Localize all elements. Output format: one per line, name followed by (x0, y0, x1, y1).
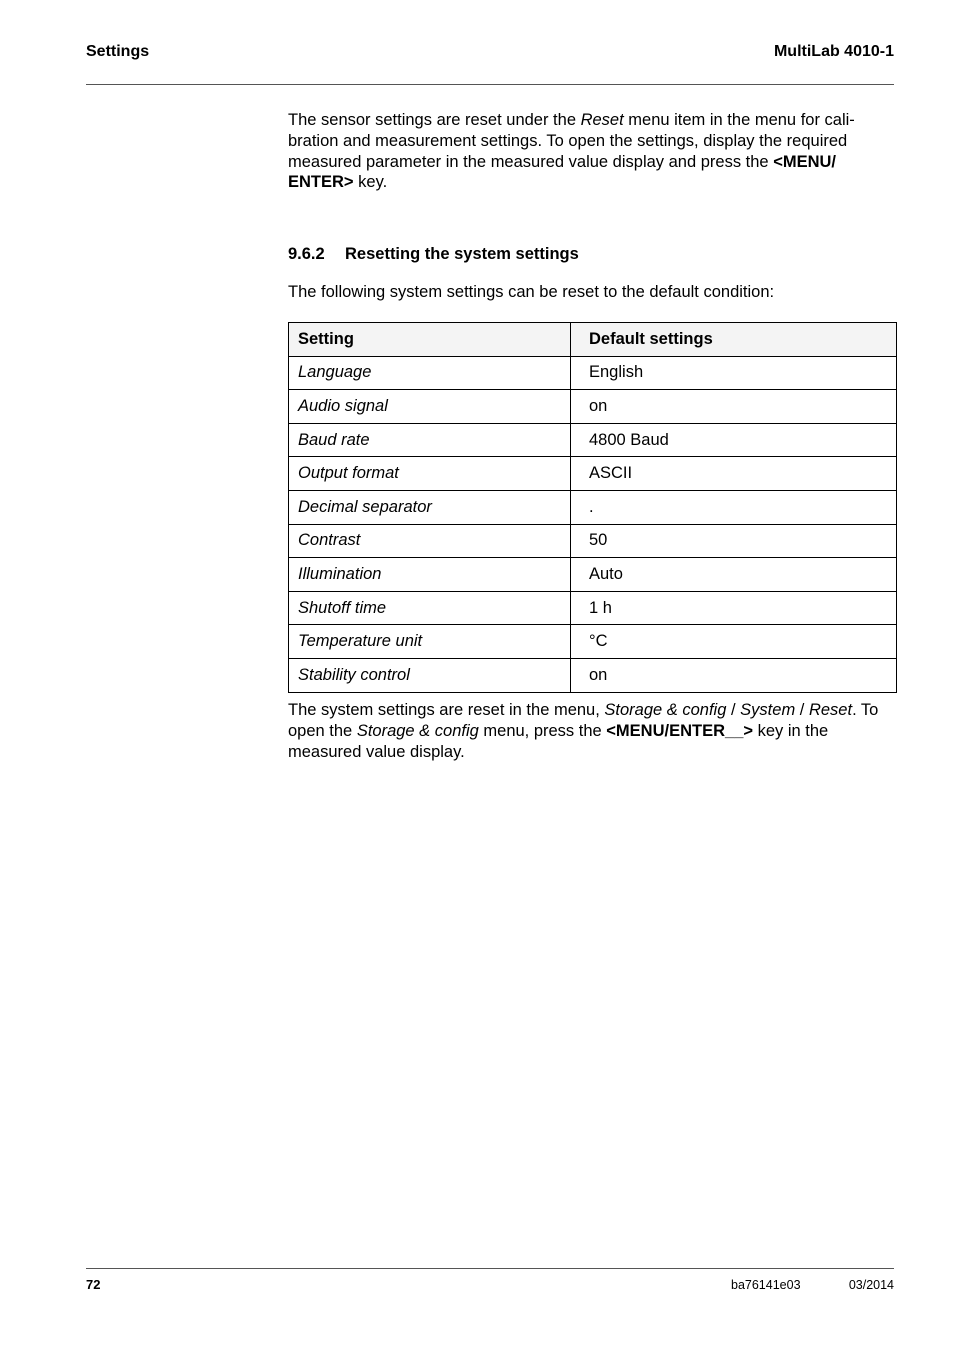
intro-text-3: key. (353, 173, 388, 192)
table-row (289, 457, 897, 491)
table-row (289, 390, 897, 424)
setting-name: Language (289, 356, 571, 390)
setting-name: Decimal separator (289, 490, 571, 524)
table-row (289, 658, 897, 692)
setting-default: English (571, 356, 897, 390)
table-row (289, 423, 897, 457)
table-row (289, 558, 897, 592)
running-header-section: Settings (86, 43, 150, 60)
setting-name: Audio signal (289, 390, 571, 424)
outro-paragraph (288, 700, 896, 762)
setting-default: 1 h (571, 591, 897, 625)
lead-paragraph: The following system settings can be reset to the default condition: (288, 283, 775, 301)
setting-name: Stability control (289, 658, 571, 692)
column-header-setting: Setting (289, 323, 571, 357)
setting-default: on (571, 390, 897, 424)
intro-text-1: The sensor settings are reset under the (288, 111, 581, 129)
page-number: 72 (86, 1277, 101, 1292)
outro-menu-storage: Storage & config (604, 701, 727, 719)
document-code: ba76141e03 (731, 1278, 801, 1292)
outro-menu-storage-2: Storage & config (356, 721, 479, 740)
default-settings-table (288, 322, 897, 693)
table-row (289, 591, 897, 625)
table-header-row (289, 323, 897, 357)
section-heading (288, 245, 896, 264)
setting-default: . (571, 490, 897, 524)
setting-name: Output format (289, 457, 571, 491)
setting-default: on (571, 658, 897, 692)
outro-text-4: key in the measured value display. (288, 721, 829, 761)
outro-separator: / (726, 701, 741, 719)
outro-menu-reset: Reset (808, 701, 853, 719)
setting-name: Contrast (289, 524, 571, 558)
running-header-product: MultiLab 4010-1 (773, 43, 894, 60)
table-row (289, 490, 897, 524)
table-row (289, 356, 897, 390)
setting-default: 50 (571, 524, 897, 558)
outro-text-3: menu, press the (478, 721, 607, 740)
setting-name: Baud rate (289, 423, 571, 457)
header-rule (86, 84, 894, 85)
intro-paragraph (288, 110, 896, 193)
outro-key-menu-enter: <MENU/ENTER__> (606, 721, 754, 740)
intro-text-2: menu item in the menu for cali-bration and measurement settings. To open the settings, display the required measured parameter in the measured value display and press the (288, 111, 855, 171)
outro-menu-system: System (740, 701, 796, 719)
setting-name: Illumination (289, 558, 571, 592)
intro-menu-reset: Reset (580, 111, 624, 129)
column-header-default: Default settings (571, 323, 897, 357)
section-number: 9.6.2 (288, 245, 325, 263)
setting-default: °C (571, 625, 897, 659)
intro-key-menu-enter: <MENU/ ENTER> (288, 152, 836, 192)
setting-default: 4800 Baud (571, 423, 897, 457)
setting-name: Shutoff time (289, 591, 571, 625)
outro-text-1: The system settings are reset in the menu, (288, 701, 605, 719)
table-row (289, 524, 897, 558)
outro-text-2: . To open the (288, 701, 879, 740)
setting-default: ASCII (571, 457, 897, 491)
setting-name: Temperature unit (289, 625, 571, 659)
table-row (289, 625, 897, 659)
outro-separator: / (795, 701, 809, 719)
footer-rule (86, 1268, 894, 1269)
document-date: 03/2014 (848, 1278, 894, 1292)
setting-default: Auto (571, 558, 897, 592)
section-title: Resetting the system settings (345, 245, 579, 263)
